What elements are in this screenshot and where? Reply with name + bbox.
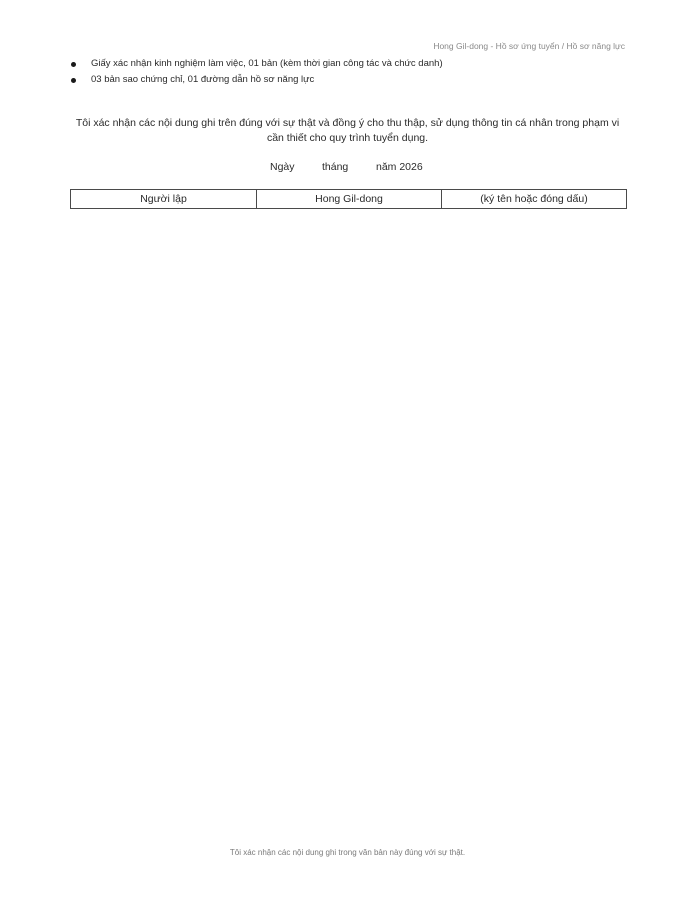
bullet-icon — [71, 62, 76, 67]
consent-statement: Tôi xác nhận các nội dung ghi trên đúng với sự thật và đồng ý cho thu thập, sử dụng thông tin cá nhân trong phạm vi cần thiết cho quy trình tuyển dụng. — [75, 117, 620, 144]
attachment-text: Giấy xác nhận kinh nghiệm làm việc, 01 bản (kèm thời gian công tác và chức danh) — [91, 58, 443, 69]
signature-cell: (ký tên hoặc đóng dấu) — [442, 190, 627, 209]
date-month-label: tháng — [322, 161, 349, 173]
bullet-icon — [71, 78, 76, 83]
signer-role-cell: Người lập — [71, 190, 257, 209]
attachment-text: 03 bản sao chứng chỉ, 01 đường dẫn hồ sơ năng lực — [91, 74, 315, 85]
date-year-label: năm 2026 — [376, 161, 423, 173]
date-line — [0, 161, 695, 175]
signer-name-cell: Hong Gil-dong — [257, 190, 442, 209]
list-item — [70, 72, 443, 88]
page-header: Hong Gil-dong - Hồ sơ ứng tuyển / Hồ sơ năng lực — [433, 41, 625, 51]
attachment-list — [70, 56, 443, 88]
page-footer: Tôi xác nhận các nội dung ghi trong văn bản này đúng với sự thật. — [229, 848, 466, 857]
signature-table — [70, 189, 627, 209]
list-item — [70, 56, 443, 72]
table-row — [71, 190, 627, 209]
date-day-label: Ngày — [270, 161, 295, 173]
